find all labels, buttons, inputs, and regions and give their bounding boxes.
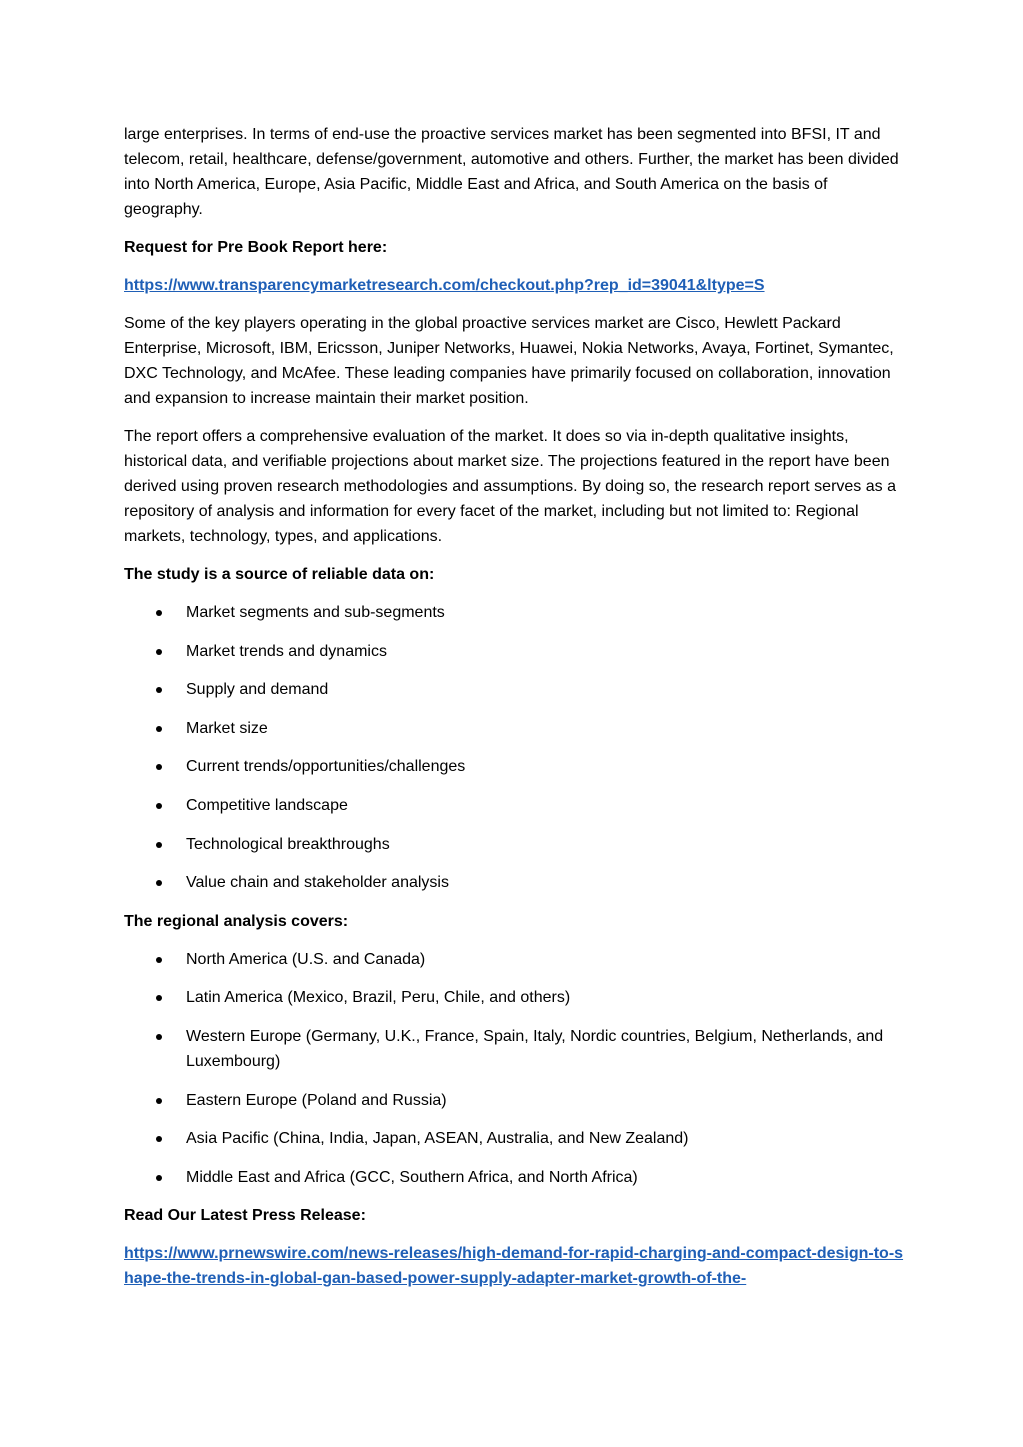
document-page xyxy=(124,122,904,1304)
list-item-text: Eastern Europe (Poland and Russia) xyxy=(186,1091,447,1109)
list-item xyxy=(124,639,904,664)
list-item xyxy=(124,1126,904,1151)
list-item xyxy=(124,870,904,895)
prebook-link[interactable]: https://www.transparencymarketresearch.com/checkout.php?rep_id=39041&ltype=S xyxy=(124,277,765,294)
list-item-text: Value chain and stakeholder analysis xyxy=(186,874,449,892)
list-item-text: North America (U.S. and Canada) xyxy=(186,950,426,968)
intro-paragraph: large enterprises. In terms of end-use the proactive services market has been segmented into BFSI, IT and telecom, retail, healthcare, defense/government, automotive and others. Further, the market has been divided into North America, Europe, Asia Pacific, Middle East and Africa, and South America on the basis of geography. xyxy=(124,126,899,218)
list-item xyxy=(124,832,904,857)
study-list xyxy=(124,600,904,895)
bullet-icon xyxy=(156,1175,162,1181)
bullet-icon xyxy=(156,957,162,963)
bullet-icon xyxy=(156,995,162,1001)
key-players-paragraph: Some of the key players operating in the global proactive services market are Cisco, Hewlett Packard Enterprise, Microsoft, IBM, Ericsson, Juniper Networks, Huawei, Nokia Networks, Avaya, Fortinet, Symantec, DXC Technology, and McAfee. These leading companies have primarily focused on collaboration, innovation and expansion to increase maintain their market position. xyxy=(124,315,894,407)
bullet-icon xyxy=(156,649,162,655)
press-heading: Read Our Latest Press Release: xyxy=(124,1207,366,1225)
list-item-text: Current trends/opportunities/challenges xyxy=(186,758,466,776)
list-item xyxy=(124,1088,904,1113)
bullet-icon xyxy=(156,880,162,886)
list-item-text: Market size xyxy=(186,719,268,737)
bullet-icon xyxy=(156,842,162,848)
prebook-link-paragraph xyxy=(124,273,904,298)
list-item-text: Western Europe (Germany, U.K., France, Spain, Italy, Nordic countries, Belgium, Netherlands, and Luxembourg) xyxy=(186,1027,884,1070)
list-item xyxy=(124,754,904,779)
list-item xyxy=(124,600,904,625)
bullet-icon xyxy=(156,803,162,809)
list-item-text: Asia Pacific (China, India, Japan, ASEAN, Australia, and New Zealand) xyxy=(186,1130,689,1148)
list-item-text: Latin America (Mexico, Brazil, Peru, Chile, and others) xyxy=(186,989,571,1007)
list-item xyxy=(124,947,904,972)
list-item-text: Market segments and sub-segments xyxy=(186,604,445,621)
press-release-link[interactable]: https://www.prnewswire.com/news-releases/high-demand-for-rapid-charging-and-compact-design-to-shape-the-trends-in-global-gan-based-power-supply-adapter-market-growth-of-the- xyxy=(124,1245,904,1288)
list-item xyxy=(124,1024,904,1074)
bullet-icon xyxy=(156,687,162,693)
list-item-text: Supply and demand xyxy=(186,681,329,699)
list-item xyxy=(124,985,904,1010)
study-heading: The study is a source of reliable data on: xyxy=(124,566,435,583)
bullet-icon xyxy=(156,764,162,770)
list-item xyxy=(124,1165,904,1190)
report-overview-paragraph: The report offers a comprehensive evaluation of the market. It does so via in-depth qualitative insights, historical data, and verifiable projections about market size. The projections featured in the report have been derived using proven research methodologies and assumptions. By doing so, the research report serves as a repository of analysis and information for every facet of the market, including but not limited to: Regional markets, technology, types, and applications. xyxy=(124,428,896,545)
list-item-text: Middle East and Africa (GCC, Southern Africa, and North Africa) xyxy=(186,1168,638,1186)
regional-list xyxy=(124,947,904,1190)
list-item-text: Technological breakthroughs xyxy=(186,835,390,853)
list-item-text: Competitive landscape xyxy=(186,796,348,814)
bullet-icon xyxy=(156,610,162,616)
press-link-paragraph xyxy=(124,1241,904,1291)
bullet-icon xyxy=(156,726,162,732)
bullet-icon xyxy=(156,1098,162,1104)
regional-heading: The regional analysis covers: xyxy=(124,912,349,930)
bullet-icon xyxy=(156,1136,162,1142)
prebook-heading: Request for Pre Book Report here: xyxy=(124,239,388,256)
list-item-text: Market trends and dynamics xyxy=(186,642,387,660)
list-item xyxy=(124,677,904,702)
list-item xyxy=(124,716,904,741)
bullet-icon xyxy=(156,1034,162,1040)
list-item xyxy=(124,793,904,818)
